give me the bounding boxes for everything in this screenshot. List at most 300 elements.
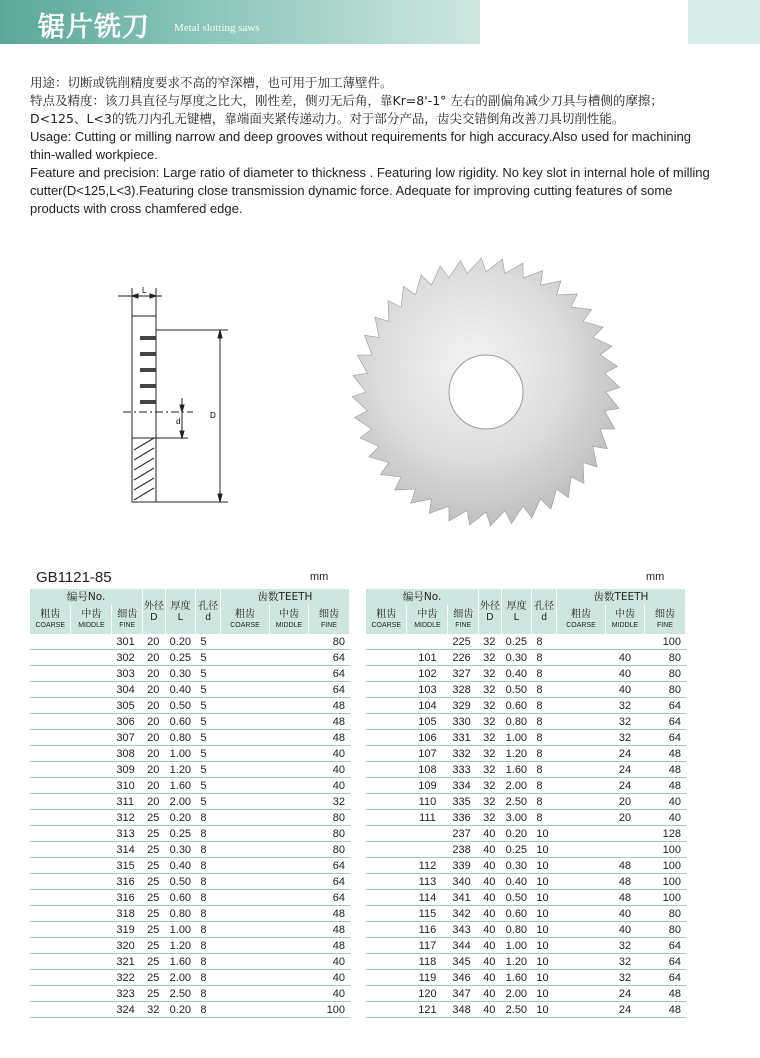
table-row (366, 810, 686, 826)
col-D: 外径 D (479, 589, 502, 634)
col-no-coarse: 粗齿 COARSE (30, 605, 71, 634)
cell-thickness: 2.00 (165, 970, 196, 986)
cell-bore: 8 (532, 746, 557, 762)
cell-teeth-fine: 64 (644, 730, 685, 746)
cell-no-middle (71, 650, 112, 666)
cell-outer-diameter: 40 (479, 954, 502, 970)
cell-bore: 8 (196, 986, 221, 1002)
cell-teeth-coarse (220, 762, 269, 778)
cell-bore: 10 (532, 938, 557, 954)
cell-no-fine: 324 (112, 1002, 143, 1018)
col-teeth-fine: 细齿 FINE (644, 605, 685, 634)
cell-outer-diameter: 25 (143, 842, 166, 858)
cell-no-fine: 331 (448, 730, 479, 746)
cell-thickness: 0.20 (165, 810, 196, 826)
cell-thickness: 1.00 (165, 746, 196, 762)
cell-teeth-middle: 24 (606, 778, 645, 794)
cell-teeth-fine: 100 (644, 842, 685, 858)
cell-no-coarse (30, 746, 71, 762)
cell-thickness: 1.60 (501, 762, 532, 778)
cell-no-middle (71, 954, 112, 970)
table-row (30, 730, 350, 746)
cell-thickness: 0.50 (501, 682, 532, 698)
cell-no-fine: 322 (112, 970, 143, 986)
cell-bore: 8 (532, 634, 557, 650)
col-no-coarse: 粗齿 COARSE (366, 605, 407, 634)
cell-teeth-middle: 32 (606, 938, 645, 954)
cell-no-fine: 348 (448, 1002, 479, 1018)
cell-teeth-middle: 20 (606, 810, 645, 826)
page-subtitle: Metal slotting saws (174, 22, 260, 34)
cell-no-fine: 320 (112, 938, 143, 954)
cell-teeth-fine: 80 (308, 826, 349, 842)
table-row (366, 938, 686, 954)
cell-bore: 10 (532, 970, 557, 986)
cell-thickness: 0.40 (165, 858, 196, 874)
cell-outer-diameter: 25 (143, 810, 166, 826)
cell-thickness: 1.20 (501, 954, 532, 970)
table-row (366, 970, 686, 986)
cell-no-coarse (30, 1002, 71, 1018)
cell-teeth-fine: 48 (644, 1002, 685, 1018)
cell-teeth-fine: 48 (308, 906, 349, 922)
cell-teeth-coarse (556, 746, 605, 762)
cell-bore: 8 (532, 698, 557, 714)
cell-no-middle (71, 922, 112, 938)
cell-teeth-fine: 48 (644, 746, 685, 762)
cell-thickness: 2.50 (501, 1002, 532, 1018)
cell-no-coarse (366, 858, 407, 874)
cell-outer-diameter: 25 (143, 922, 166, 938)
cell-teeth-fine: 80 (308, 842, 349, 858)
cell-teeth-middle (270, 714, 309, 730)
table-row (366, 874, 686, 890)
cell-no-coarse (366, 986, 407, 1002)
cell-no-coarse (30, 762, 71, 778)
cell-teeth-coarse (220, 810, 269, 826)
table-row (30, 714, 350, 730)
cell-bore: 8 (196, 906, 221, 922)
cell-teeth-fine: 64 (308, 890, 349, 906)
cell-bore: 8 (532, 666, 557, 682)
cell-bore: 10 (532, 874, 557, 890)
cell-teeth-middle (270, 842, 309, 858)
table-row (366, 634, 686, 650)
cell-bore: 10 (532, 954, 557, 970)
cell-teeth-fine: 64 (308, 874, 349, 890)
cell-no-middle (71, 634, 112, 650)
cell-no-coarse (30, 890, 71, 906)
cell-no-middle (71, 938, 112, 954)
cell-teeth-coarse (220, 666, 269, 682)
cell-no-fine: 226 (448, 650, 479, 666)
cell-teeth-coarse (220, 954, 269, 970)
cell-teeth-fine: 32 (308, 794, 349, 810)
table-row (366, 762, 686, 778)
table-row (30, 906, 350, 922)
header-banner (0, 0, 480, 44)
cell-no-middle (71, 1002, 112, 1018)
cell-no-coarse (366, 714, 407, 730)
spec-table-right (366, 589, 686, 1018)
cell-no-coarse (30, 858, 71, 874)
cell-bore: 10 (532, 922, 557, 938)
cell-no-coarse (30, 714, 71, 730)
cell-no-middle (71, 762, 112, 778)
table-row (366, 826, 686, 842)
cell-teeth-coarse (220, 794, 269, 810)
cell-thickness: 2.00 (165, 794, 196, 810)
cell-no-coarse (30, 874, 71, 890)
cell-thickness: 0.60 (165, 890, 196, 906)
table-row (366, 730, 686, 746)
table-row (366, 794, 686, 810)
cell-teeth-fine: 40 (644, 810, 685, 826)
cell-thickness: 0.40 (165, 682, 196, 698)
table-row (30, 954, 350, 970)
col-teeth-middle: 中齿 MIDDLE (606, 605, 645, 634)
table-row (366, 906, 686, 922)
cell-teeth-fine: 64 (644, 954, 685, 970)
cell-no-middle: 119 (407, 970, 448, 986)
cell-teeth-middle (606, 634, 645, 650)
cell-outer-diameter: 32 (479, 698, 502, 714)
cell-bore: 5 (196, 698, 221, 714)
cell-teeth-fine: 80 (644, 922, 685, 938)
cell-no-middle (71, 986, 112, 1002)
cell-bore: 8 (532, 650, 557, 666)
cell-thickness: 0.40 (501, 666, 532, 682)
cell-no-fine: 316 (112, 874, 143, 890)
cell-thickness: 1.00 (165, 922, 196, 938)
col-D: 外径 D (143, 589, 166, 634)
cell-no-middle: 109 (407, 778, 448, 794)
table-row (366, 714, 686, 730)
cell-no-fine: 308 (112, 746, 143, 762)
cell-teeth-middle (270, 650, 309, 666)
unit-label-left: mm (310, 571, 329, 583)
cell-no-fine: 346 (448, 970, 479, 986)
cell-teeth-middle: 32 (606, 698, 645, 714)
cell-no-coarse (366, 1002, 407, 1018)
cell-outer-diameter: 32 (143, 1002, 166, 1018)
cell-no-middle (71, 746, 112, 762)
cell-teeth-fine: 40 (308, 970, 349, 986)
table-row (30, 938, 350, 954)
table-row (366, 1002, 686, 1018)
cell-teeth-middle (270, 970, 309, 986)
cell-no-fine: 332 (448, 746, 479, 762)
cell-bore: 8 (196, 810, 221, 826)
cell-teeth-middle (270, 762, 309, 778)
table-row (30, 986, 350, 1002)
cell-teeth-coarse (220, 874, 269, 890)
cell-no-middle: 104 (407, 698, 448, 714)
cell-teeth-coarse (220, 778, 269, 794)
cell-teeth-fine: 48 (308, 730, 349, 746)
cell-thickness: 1.00 (501, 730, 532, 746)
cell-teeth-fine: 100 (644, 634, 685, 650)
cell-teeth-coarse (556, 714, 605, 730)
cell-thickness: 0.20 (165, 1002, 196, 1018)
table-row (30, 858, 350, 874)
cell-teeth-fine: 80 (308, 810, 349, 826)
cell-no-coarse (366, 842, 407, 858)
saw-blade-image (350, 248, 620, 538)
cell-teeth-coarse (556, 810, 605, 826)
cell-no-middle (71, 906, 112, 922)
feature-cn: 特点及精度：该刀具直径与厚度之比大，刚性差，侧刃无后角，靠Kr=8'-1° 左右的副偏角减少刀具与槽侧的摩擦；D<125、L<3的铣刀内孔无键槽，靠端面夹紧传递动力。对于部分产品，齿尖交错倒角改善刀具切削性能。 (30, 93, 663, 126)
cell-bore: 8 (196, 826, 221, 842)
cell-teeth-fine: 48 (308, 922, 349, 938)
dim-L-label: L (142, 286, 147, 295)
cell-outer-diameter: 32 (479, 762, 502, 778)
cell-teeth-fine: 40 (644, 794, 685, 810)
col-d: 孔径 d (532, 589, 557, 634)
cell-bore: 10 (532, 906, 557, 922)
cell-outer-diameter: 25 (143, 986, 166, 1002)
cell-no-fine: 328 (448, 682, 479, 698)
header-accent (688, 0, 760, 44)
cell-teeth-fine: 40 (308, 778, 349, 794)
cell-thickness: 0.30 (165, 666, 196, 682)
cell-no-fine: 303 (112, 666, 143, 682)
cell-thickness: 0.25 (165, 826, 196, 842)
cell-no-coarse (30, 682, 71, 698)
cell-no-fine: 310 (112, 778, 143, 794)
cell-no-coarse (30, 986, 71, 1002)
cell-bore: 8 (532, 778, 557, 794)
table-row (30, 634, 350, 650)
cell-teeth-fine: 64 (308, 650, 349, 666)
cell-thickness: 0.80 (501, 922, 532, 938)
cell-no-coarse (30, 778, 71, 794)
cell-no-coarse (30, 794, 71, 810)
cell-no-middle (71, 890, 112, 906)
cell-no-coarse (30, 922, 71, 938)
cell-thickness: 0.60 (501, 906, 532, 922)
cell-teeth-fine: 48 (308, 698, 349, 714)
cell-teeth-fine: 40 (308, 746, 349, 762)
cell-no-fine: 321 (112, 954, 143, 970)
cell-bore: 5 (196, 666, 221, 682)
cell-no-fine: 323 (112, 986, 143, 1002)
cell-no-fine: 312 (112, 810, 143, 826)
cell-teeth-middle (270, 890, 309, 906)
cell-outer-diameter: 25 (143, 858, 166, 874)
cell-thickness: 1.60 (165, 954, 196, 970)
cell-teeth-middle (270, 810, 309, 826)
cell-teeth-coarse (556, 842, 605, 858)
cell-outer-diameter: 20 (143, 698, 166, 714)
cell-outer-diameter: 25 (143, 890, 166, 906)
table-row (30, 762, 350, 778)
col-no: 编号No. (366, 589, 479, 605)
cell-outer-diameter: 40 (479, 858, 502, 874)
cell-bore: 5 (196, 762, 221, 778)
col-teeth-fine: 细齿 FINE (308, 605, 349, 634)
cell-teeth-fine: 80 (644, 650, 685, 666)
cell-teeth-middle: 40 (606, 922, 645, 938)
cell-teeth-middle: 40 (606, 666, 645, 682)
cell-no-coarse (30, 730, 71, 746)
cell-teeth-coarse (556, 794, 605, 810)
table-row (366, 954, 686, 970)
cell-no-coarse (366, 746, 407, 762)
cell-outer-diameter: 40 (479, 906, 502, 922)
center-hole (449, 355, 523, 429)
cell-no-coarse (30, 842, 71, 858)
table-row (30, 842, 350, 858)
cell-no-coarse (366, 922, 407, 938)
cell-outer-diameter: 40 (479, 890, 502, 906)
cell-no-fine: 333 (448, 762, 479, 778)
cell-teeth-middle: 24 (606, 1002, 645, 1018)
cell-outer-diameter: 40 (479, 938, 502, 954)
cell-no-coarse (366, 826, 407, 842)
cell-no-fine: 318 (112, 906, 143, 922)
table-row (366, 922, 686, 938)
cell-bore: 10 (532, 1002, 557, 1018)
cell-outer-diameter: 32 (479, 810, 502, 826)
standard-label: GB1121-85 (36, 569, 112, 586)
cell-outer-diameter: 40 (479, 826, 502, 842)
cell-no-coarse (30, 826, 71, 842)
cell-no-fine: 307 (112, 730, 143, 746)
cell-no-coarse (366, 730, 407, 746)
cell-teeth-middle: 32 (606, 730, 645, 746)
cell-teeth-fine: 80 (644, 682, 685, 698)
cell-no-middle: 110 (407, 794, 448, 810)
cell-outer-diameter: 25 (143, 874, 166, 890)
cell-teeth-fine: 80 (644, 906, 685, 922)
cell-thickness: 2.00 (501, 778, 532, 794)
cell-bore: 8 (532, 794, 557, 810)
cell-teeth-middle (606, 842, 645, 858)
cell-bore: 10 (532, 890, 557, 906)
cell-teeth-middle: 48 (606, 858, 645, 874)
cell-outer-diameter: 20 (143, 794, 166, 810)
cell-teeth-coarse (556, 666, 605, 682)
cell-outer-diameter: 40 (479, 1002, 502, 1018)
col-no-fine: 细齿 FINE (448, 605, 479, 634)
cell-teeth-coarse (556, 730, 605, 746)
cell-outer-diameter: 20 (143, 730, 166, 746)
cell-no-middle: 102 (407, 666, 448, 682)
cell-teeth-middle: 24 (606, 762, 645, 778)
usage-cn: 用途：切断或铣削精度要求不高的窄深槽，也可用于加工薄壁件。 (30, 75, 393, 90)
cell-teeth-middle: 32 (606, 714, 645, 730)
cell-no-fine: 319 (112, 922, 143, 938)
cell-teeth-middle (270, 794, 309, 810)
cell-outer-diameter: 40 (479, 986, 502, 1002)
col-L: 厚度 L (165, 589, 196, 634)
cell-teeth-coarse (220, 714, 269, 730)
cell-bore: 8 (532, 730, 557, 746)
cell-no-fine: 302 (112, 650, 143, 666)
cell-teeth-fine: 64 (644, 714, 685, 730)
cell-outer-diameter: 25 (143, 954, 166, 970)
cell-teeth-middle: 24 (606, 746, 645, 762)
cell-no-middle (71, 794, 112, 810)
cell-no-coarse (366, 778, 407, 794)
cell-outer-diameter: 32 (479, 650, 502, 666)
cell-no-coarse (366, 666, 407, 682)
cell-teeth-coarse (556, 778, 605, 794)
table-row (366, 778, 686, 794)
cell-teeth-middle: 24 (606, 986, 645, 1002)
cell-no-coarse (30, 906, 71, 922)
cell-teeth-middle: 32 (606, 954, 645, 970)
cell-no-fine: 329 (448, 698, 479, 714)
cell-no-coarse (366, 698, 407, 714)
cell-no-middle: 106 (407, 730, 448, 746)
cell-no-fine: 306 (112, 714, 143, 730)
table-row (30, 970, 350, 986)
cell-no-middle: 117 (407, 938, 448, 954)
cell-bore: 8 (196, 890, 221, 906)
table-row (366, 666, 686, 682)
cell-teeth-coarse (220, 730, 269, 746)
cell-outer-diameter: 25 (143, 906, 166, 922)
cell-teeth-middle (270, 698, 309, 714)
cell-no-fine: 314 (112, 842, 143, 858)
cell-teeth-middle: 32 (606, 970, 645, 986)
cell-outer-diameter: 32 (479, 634, 502, 650)
cell-teeth-fine: 100 (644, 858, 685, 874)
cell-thickness: 0.25 (165, 650, 196, 666)
cell-teeth-fine: 40 (308, 762, 349, 778)
cell-no-coarse (366, 682, 407, 698)
cell-no-middle (71, 698, 112, 714)
cell-thickness: 0.20 (165, 634, 196, 650)
cell-teeth-middle (270, 634, 309, 650)
cell-thickness: 1.20 (165, 762, 196, 778)
cell-no-middle (71, 970, 112, 986)
col-L: 厚度 L (501, 589, 532, 634)
table-row (366, 890, 686, 906)
cell-teeth-fine: 100 (644, 890, 685, 906)
cell-bore: 8 (196, 1002, 221, 1018)
cell-no-fine: 347 (448, 986, 479, 1002)
cell-no-middle: 112 (407, 858, 448, 874)
cell-no-fine: 340 (448, 874, 479, 890)
cell-thickness: 0.25 (501, 634, 532, 650)
cell-teeth-coarse (220, 906, 269, 922)
cell-bore: 8 (532, 810, 557, 826)
table-row (30, 1002, 350, 1018)
cell-no-middle: 111 (407, 810, 448, 826)
cell-no-coarse (30, 810, 71, 826)
cell-no-middle: 114 (407, 890, 448, 906)
cell-no-middle: 120 (407, 986, 448, 1002)
cell-teeth-coarse (220, 986, 269, 1002)
cell-no-middle (71, 842, 112, 858)
cell-no-coarse (30, 954, 71, 970)
cell-no-middle (407, 634, 448, 650)
cell-no-fine: 330 (448, 714, 479, 730)
cell-no-coarse (366, 970, 407, 986)
cell-thickness: 0.80 (165, 730, 196, 746)
cell-teeth-coarse (556, 906, 605, 922)
cell-thickness: 1.60 (165, 778, 196, 794)
cell-teeth-fine: 64 (308, 858, 349, 874)
table-row (366, 682, 686, 698)
cell-outer-diameter: 32 (479, 746, 502, 762)
cell-no-fine: 335 (448, 794, 479, 810)
cell-thickness: 0.50 (165, 874, 196, 890)
cell-no-middle: 121 (407, 1002, 448, 1018)
